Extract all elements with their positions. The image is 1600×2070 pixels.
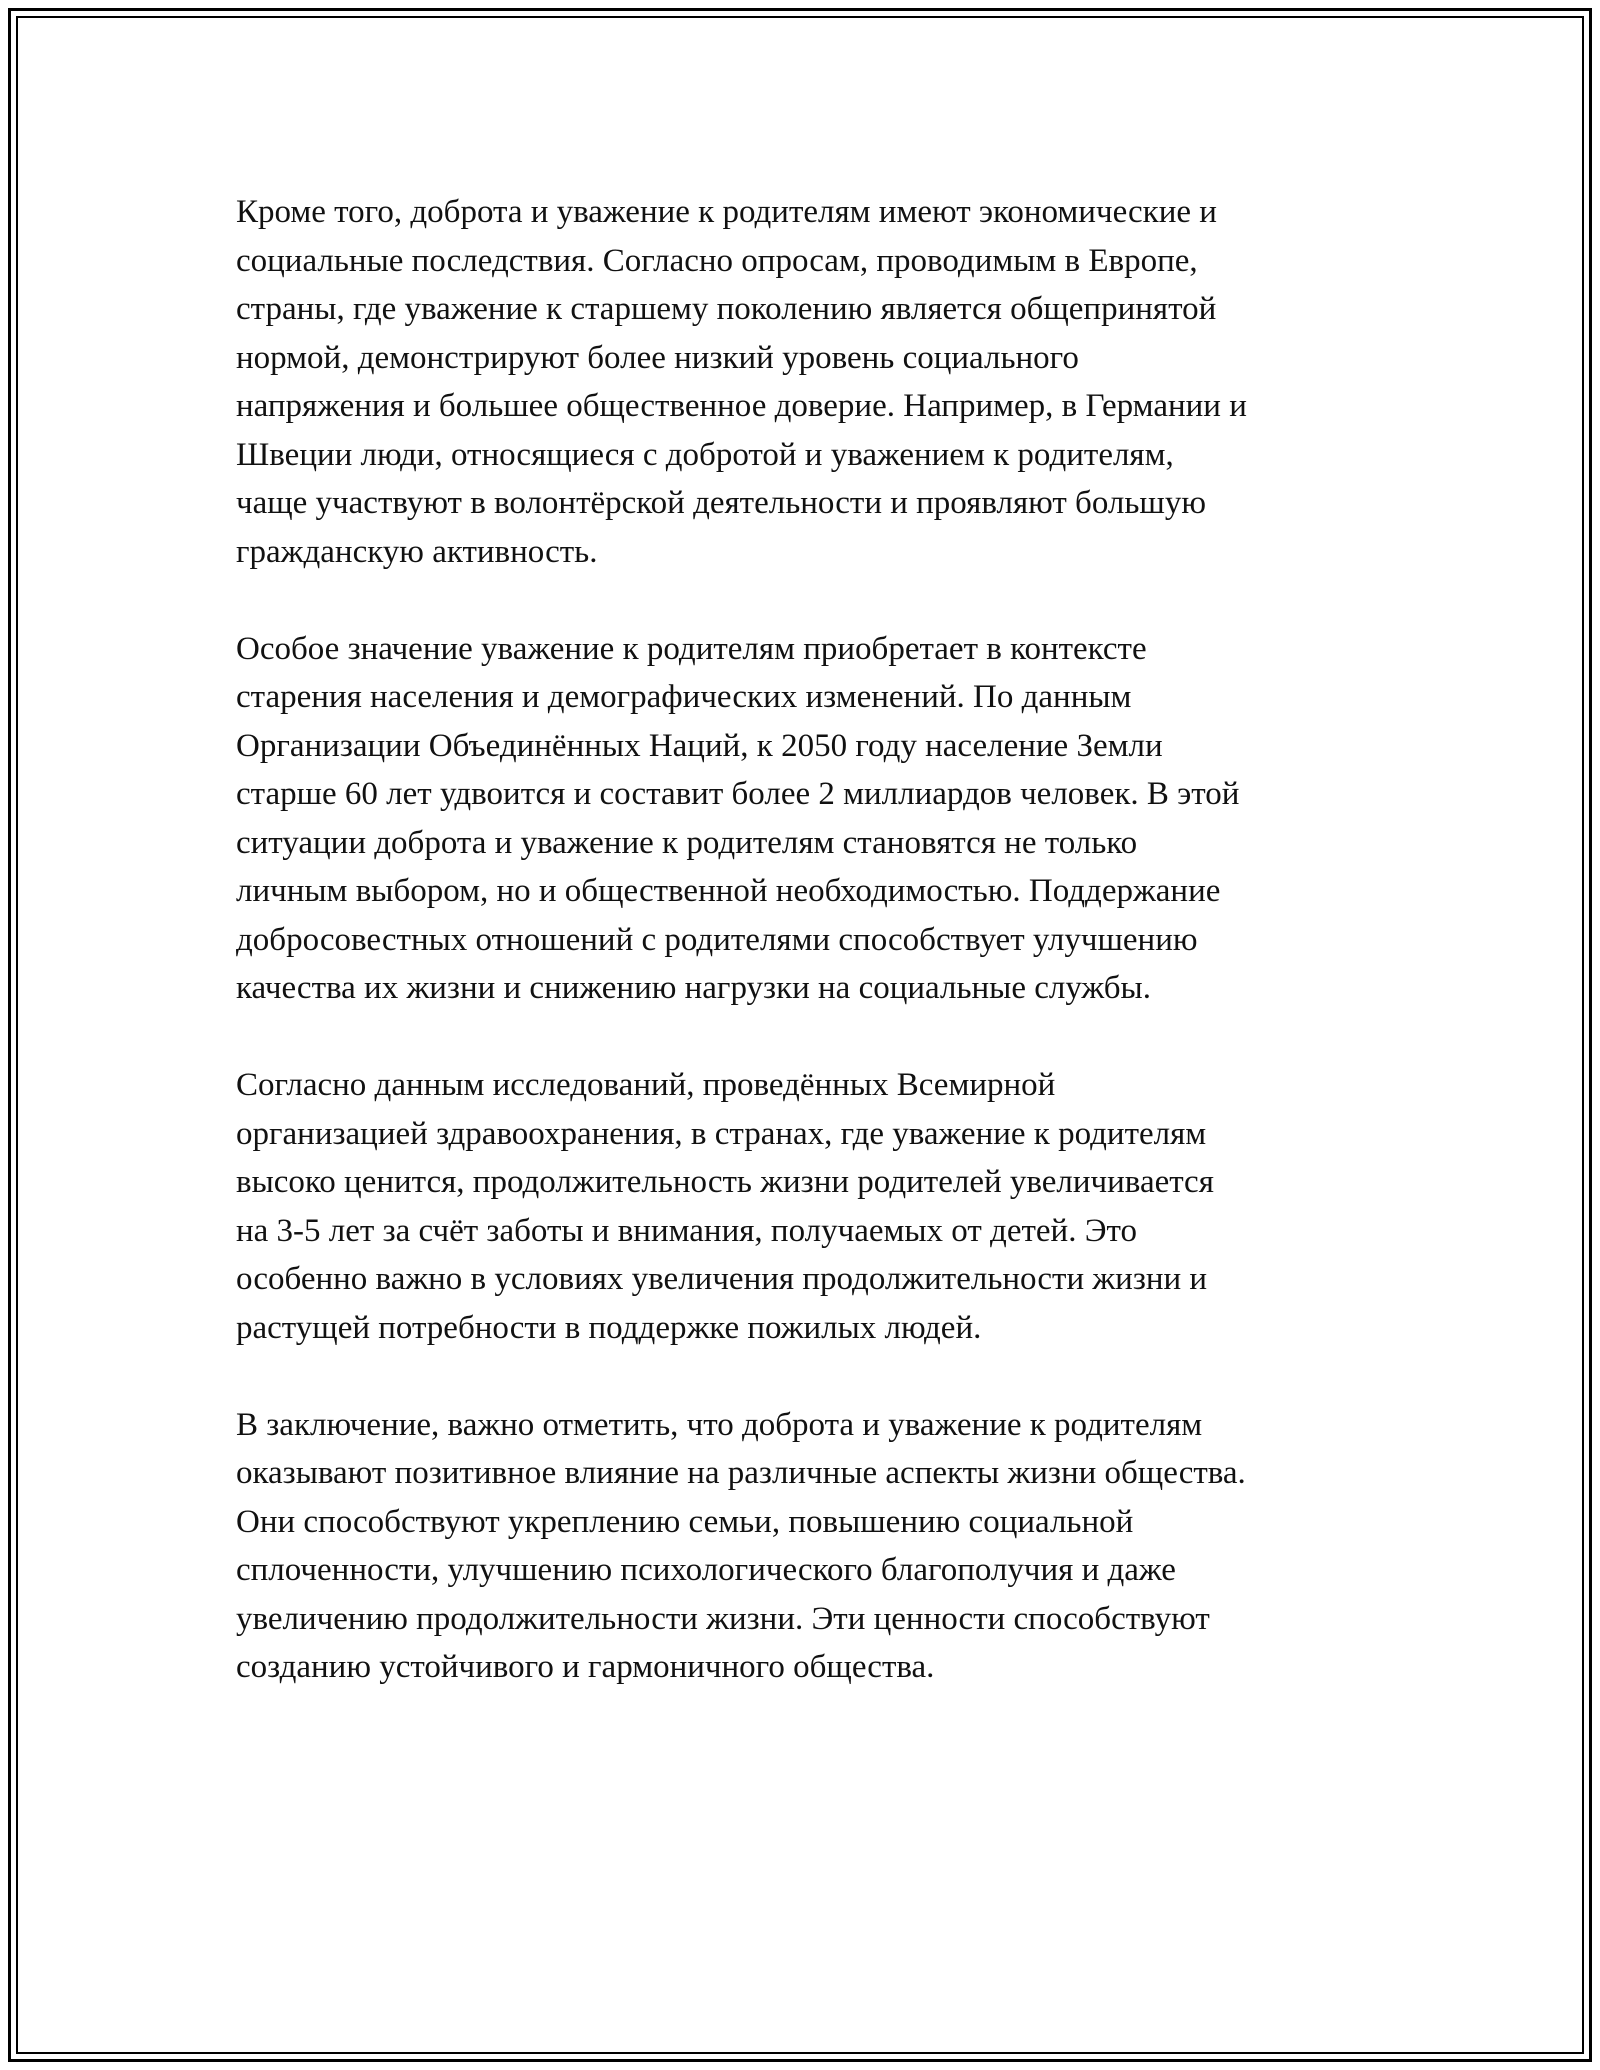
text-line: старше 60 лет удвоится и составит более 2 миллиардов человек. В этой [236, 776, 1240, 812]
text-line: гражданскую активность. [236, 533, 598, 570]
text-line: особенно важно в условиях увеличения продолжительности жизни и [236, 1261, 1208, 1297]
paragraph-economic-social [236, 188, 1376, 576]
text-line: оказывают позитивное влияние на различные аспекты жизни общества. [236, 1455, 1246, 1491]
text-line: организацией здравоохранения, в странах, где уважение к родителям [236, 1115, 1207, 1152]
text-line: созданию устойчивого и гармоничного общества. [236, 1649, 935, 1685]
text-line: качества их жизни и снижению нагрузки на социальные службы. [236, 970, 1151, 1006]
text-line: напряжения и большее общественное доверие. Например, в Германии и [236, 388, 1247, 424]
text-line: Особое значение уважение к родителям приобретает в контексте [236, 630, 1147, 667]
text-line: добросовестных отношений с родителями способствует улучшению [236, 921, 1198, 958]
document-body [236, 188, 1376, 1740]
text-line: растущей потребности в поддержке пожилых людей. [236, 1309, 982, 1346]
text-line: В заключение, важно отметить, что доброта и уважение к родителям [236, 1406, 1203, 1443]
text-line: страны, где уважение к старшему поколению является общепринятой [236, 291, 1217, 327]
text-line: Организации Объединённых Наций, к 2050 году население Земли [236, 727, 1163, 764]
text-line: на 3-5 лет за счёт заботы и внимания, получаемых от детей. Это [236, 1212, 1137, 1249]
text-line: Согласно данным исследований, проведённых Всемирной [236, 1067, 1056, 1103]
text-line: высоко ценится, продолжительность жизни родителей увеличивается [236, 1164, 1214, 1200]
paragraph-conclusion [236, 1401, 1376, 1692]
text-line: нормой, демонстрируют более низкий уровень социального [236, 339, 1079, 376]
text-line: социальные последствия. Согласно опросам, проводимым в Европе, [236, 242, 1198, 279]
paragraph-aging-population [236, 625, 1376, 1013]
text-line: Кроме того, доброта и уважение к родителям имеют экономические и [236, 194, 1217, 230]
text-line: Они способствуют укреплению семьи, повышению социальной [236, 1503, 1134, 1540]
text-line: старения населения и демографических изменений. По данным [236, 679, 1132, 715]
text-line: Швеции люди, относящиеся с добротой и уважением к родителям, [236, 436, 1174, 473]
text-line: чаще участвуют в волонтёрской деятельности и проявляют большую [236, 485, 1206, 521]
text-line: сплоченности, улучшению психологического благополучия и даже [236, 1552, 1176, 1588]
paragraph-who-research [236, 1061, 1376, 1352]
text-line: увеличению продолжительности жизни. Эти ценности способствуют [236, 1600, 1210, 1637]
text-line: личным выбором, но и общественной необходимостью. Поддержание [236, 873, 1221, 909]
text-line: ситуации доброта и уважение к родителям становятся не только [236, 824, 1138, 861]
